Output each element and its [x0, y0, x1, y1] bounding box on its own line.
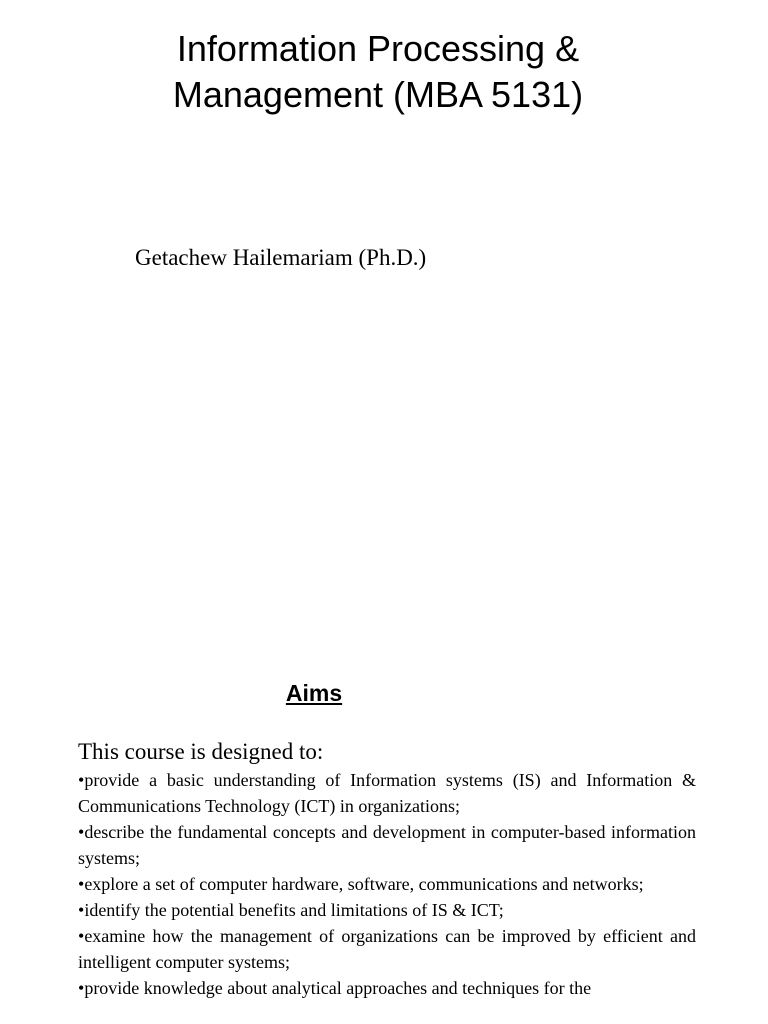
aims-list-item: [78, 767, 696, 819]
bullet-icon: •: [78, 822, 85, 842]
aims-item-text: provide a basic understanding of Information systems (IS) and Information & Communications Technology (ICT) in organizations;: [78, 770, 696, 816]
aims-list-item: [78, 819, 696, 871]
aims-item-text: describe the fundamental concepts and development in computer-based information systems;: [78, 822, 696, 868]
author-name: Getachew Hailemariam (Ph.D.): [135, 245, 427, 270]
aims-intro: This course is designed to:: [78, 739, 324, 764]
aims-list-item: [78, 923, 696, 975]
aims-list-item: [78, 871, 696, 897]
aims-list-item: [78, 975, 696, 1001]
aims-item-text: identify the potential benefits and limitations of IS & ICT;: [84, 900, 504, 920]
aims-item-text: examine how the management of organizations can be improved by efficient and intelligent computer systems;: [78, 926, 696, 972]
aims-item-text: explore a set of computer hardware, software, communications and networks;: [84, 874, 644, 894]
aims-item-text: provide knowledge about analytical approaches and techniques for the: [84, 978, 592, 998]
aims-list: [78, 767, 696, 1001]
aims-heading: Aims: [285, 680, 343, 706]
bullet-icon: •: [78, 770, 85, 790]
bullet-icon: •: [78, 874, 85, 894]
course-title-line-2: Management (MBA 5131): [172, 74, 584, 115]
aims-list-item: [78, 897, 696, 923]
course-title: [0, 26, 756, 118]
course-title-line-1: Information Processing &: [176, 28, 580, 69]
bullet-icon: •: [78, 926, 85, 946]
bullet-icon: •: [78, 978, 85, 998]
aims-slide: [0, 640, 768, 1024]
bullet-icon: •: [78, 900, 85, 920]
